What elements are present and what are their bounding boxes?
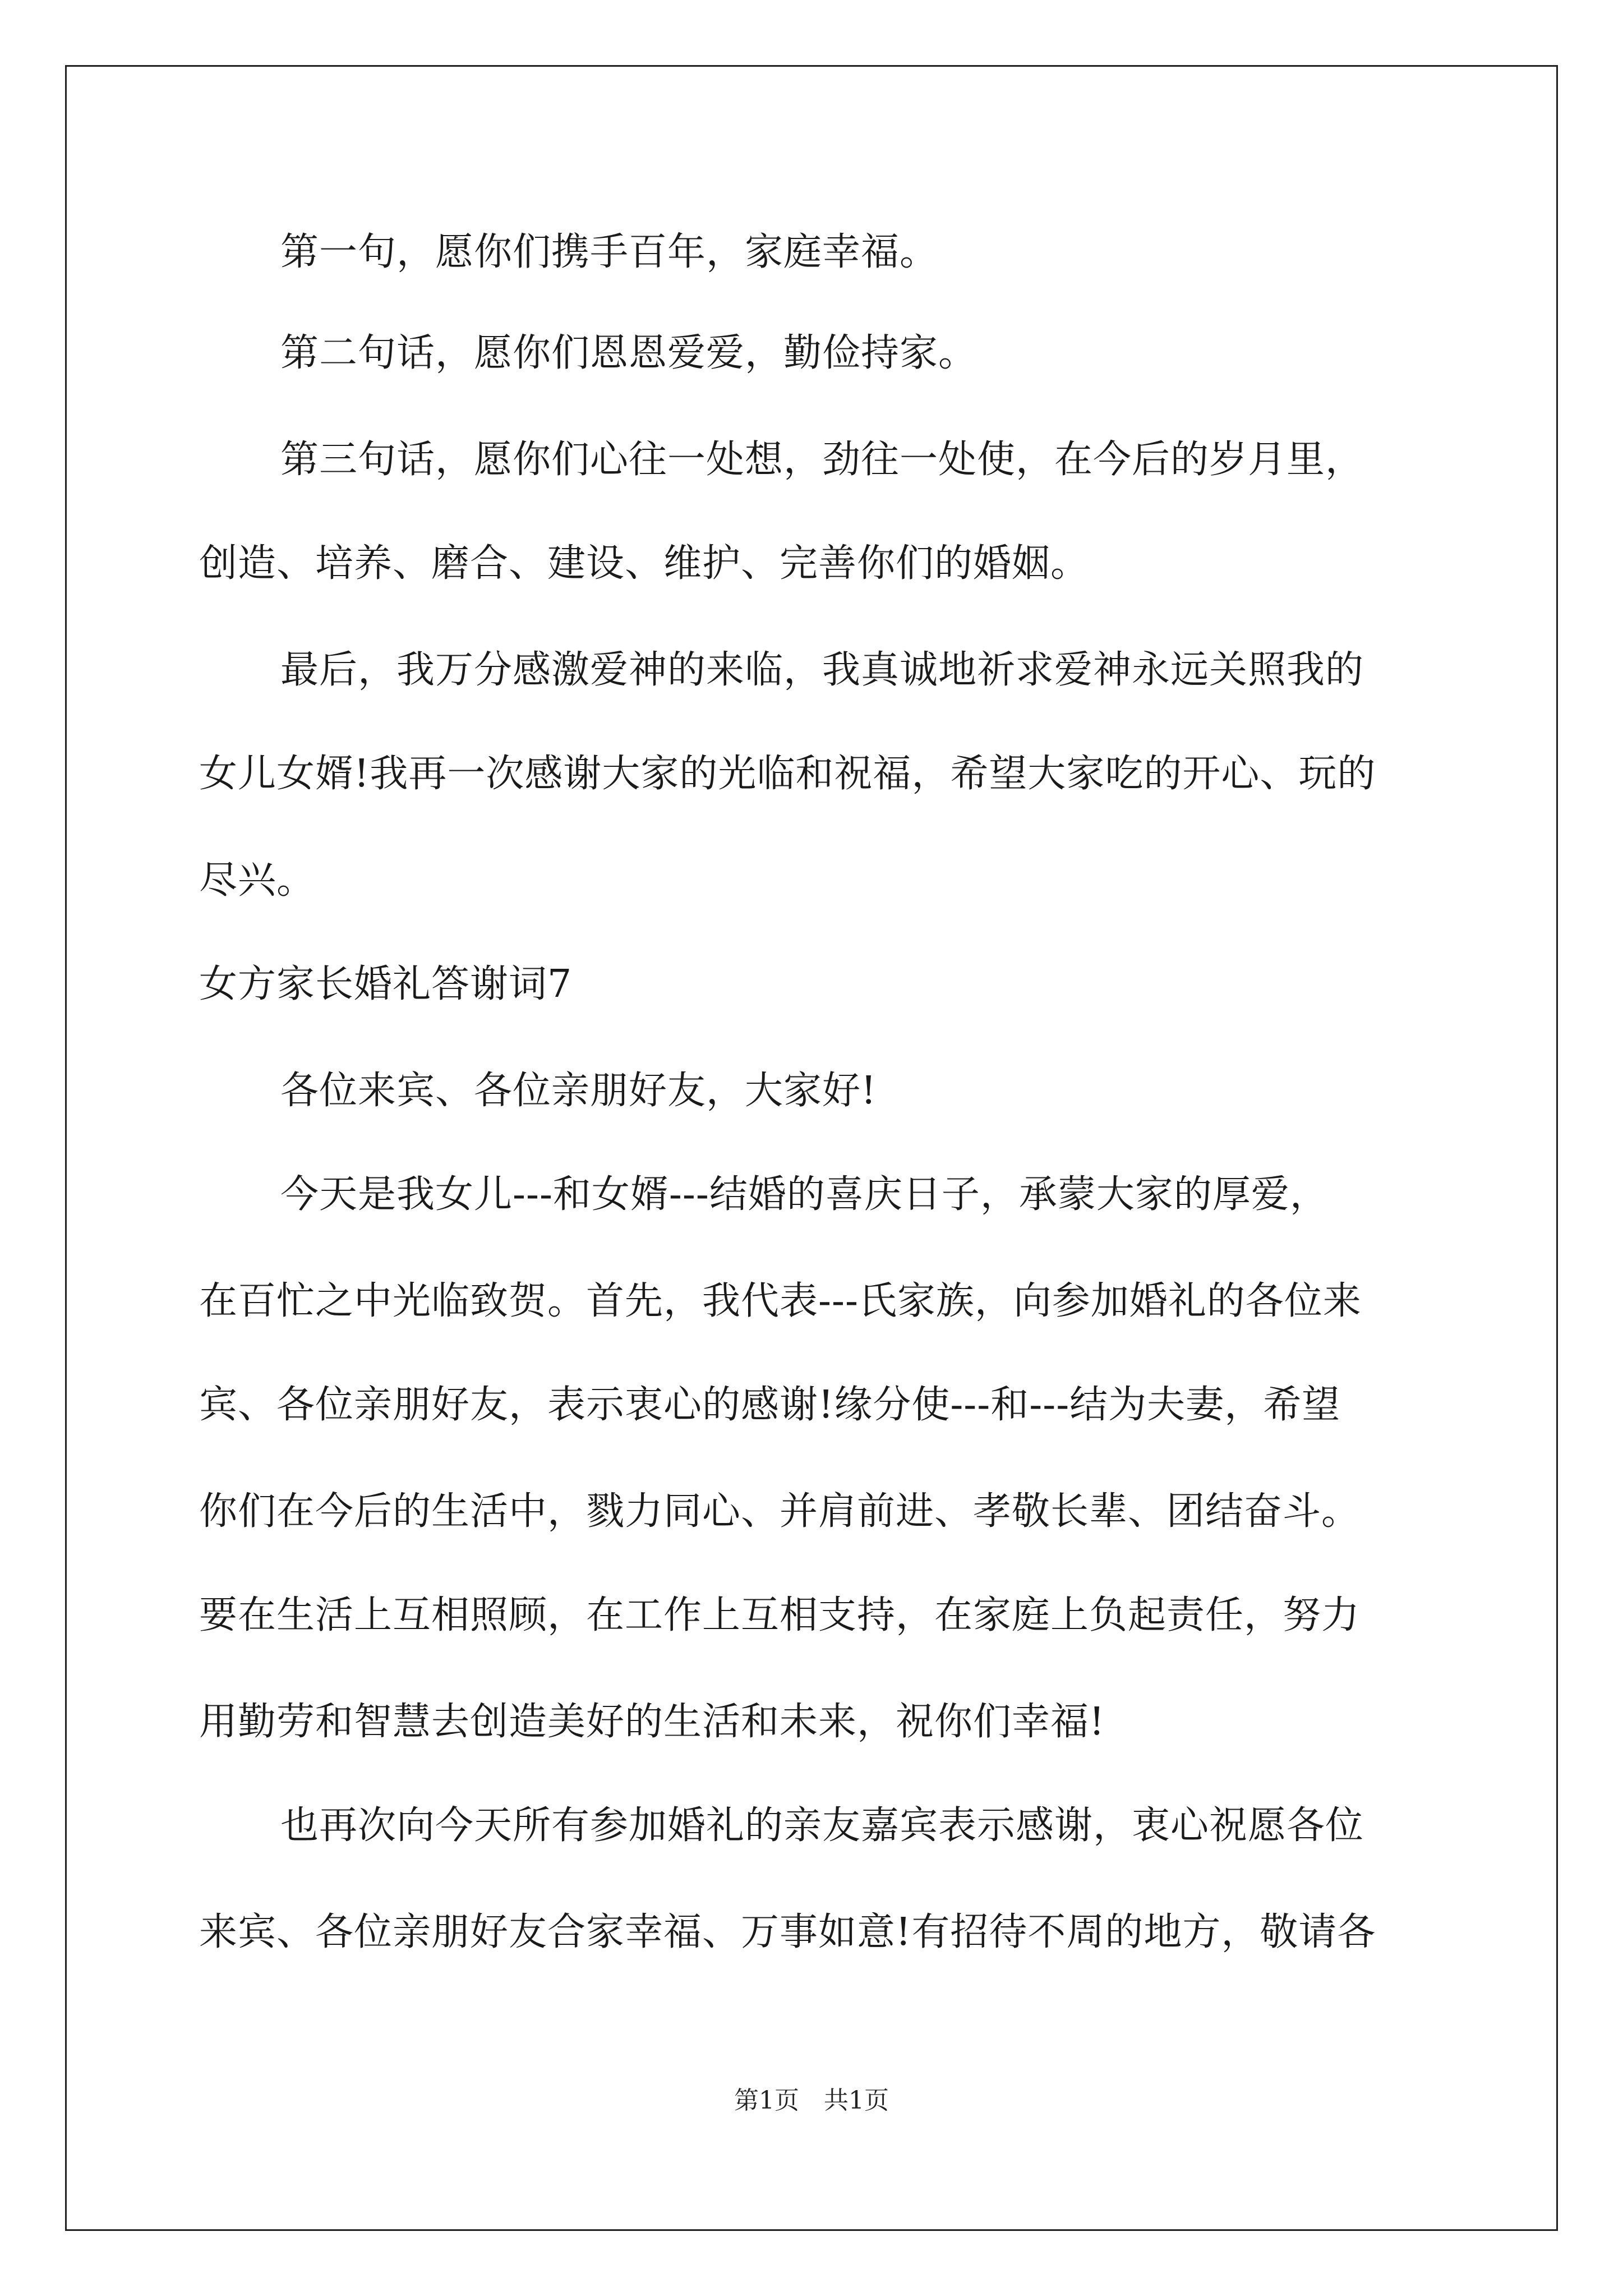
paragraph-line: 第一句，愿你们携手百年，家庭幸福。 xyxy=(280,230,939,274)
paragraph-line: 今天是我女儿---和女婿---结婚的喜庆日子，承蒙大家的厚爱， xyxy=(280,1172,1329,1217)
paragraph-line: 尽兴。 xyxy=(199,858,316,903)
paragraph-line: 你们在今后的生活中，戮力同心、并肩前进、孝敬长辈、团结奋斗。 xyxy=(199,1489,1361,1534)
paragraph-line: 也再次向今天所有参加婚礼的亲友嘉宾表示感谢，衷心祝愿各位 xyxy=(280,1803,1364,1848)
paragraph-line: 要在生活上互相照顾，在工作上互相支持，在家庭上负起责任，努力 xyxy=(199,1593,1361,1637)
paragraph-line: 女儿女婿!我再一次感谢大家的光临和祝福，希望大家吃的开心、玩的 xyxy=(199,752,1376,796)
paragraph-line: 在百忙之中光临致贺。首先，我代表---氏家族，向参加婚礼的各位来 xyxy=(199,1279,1362,1323)
paragraph-line: 最后，我万分感激爱神的来临，我真诚地祈求爱神永远关照我的 xyxy=(280,648,1364,692)
paragraph-line: 来宾、各位亲朋好友合家幸福、万事如意!有招待不周的地方，敬请各 xyxy=(199,1910,1376,1954)
page-border xyxy=(65,65,1558,2231)
paragraph-line: 用勤劳和智慧去创造美好的生活和未来，祝你们幸福! xyxy=(199,1700,1105,1744)
paragraph-line: 第三句话，愿你们心往一处想，劲往一处使，在今后的岁月里， xyxy=(280,438,1364,482)
paragraph-line: 宾、各位亲朋好友，表示衷心的感谢!缘分使---和---结为夫妻，希望 xyxy=(199,1383,1341,1427)
paragraph-line: 各位来宾、各位亲朋好友，大家好! xyxy=(280,1069,877,1113)
paragraph-line: 第二句话，愿你们恩恩爱爱，勤俭持家。 xyxy=(280,331,978,375)
paragraph-line: 创造、培养、磨合、建设、维护、完善你们的婚姻。 xyxy=(199,541,1090,586)
section-heading: 女方家长婚礼答谢词7 xyxy=(199,962,573,1006)
page-number: 第1页 共1页 xyxy=(734,2086,889,2115)
